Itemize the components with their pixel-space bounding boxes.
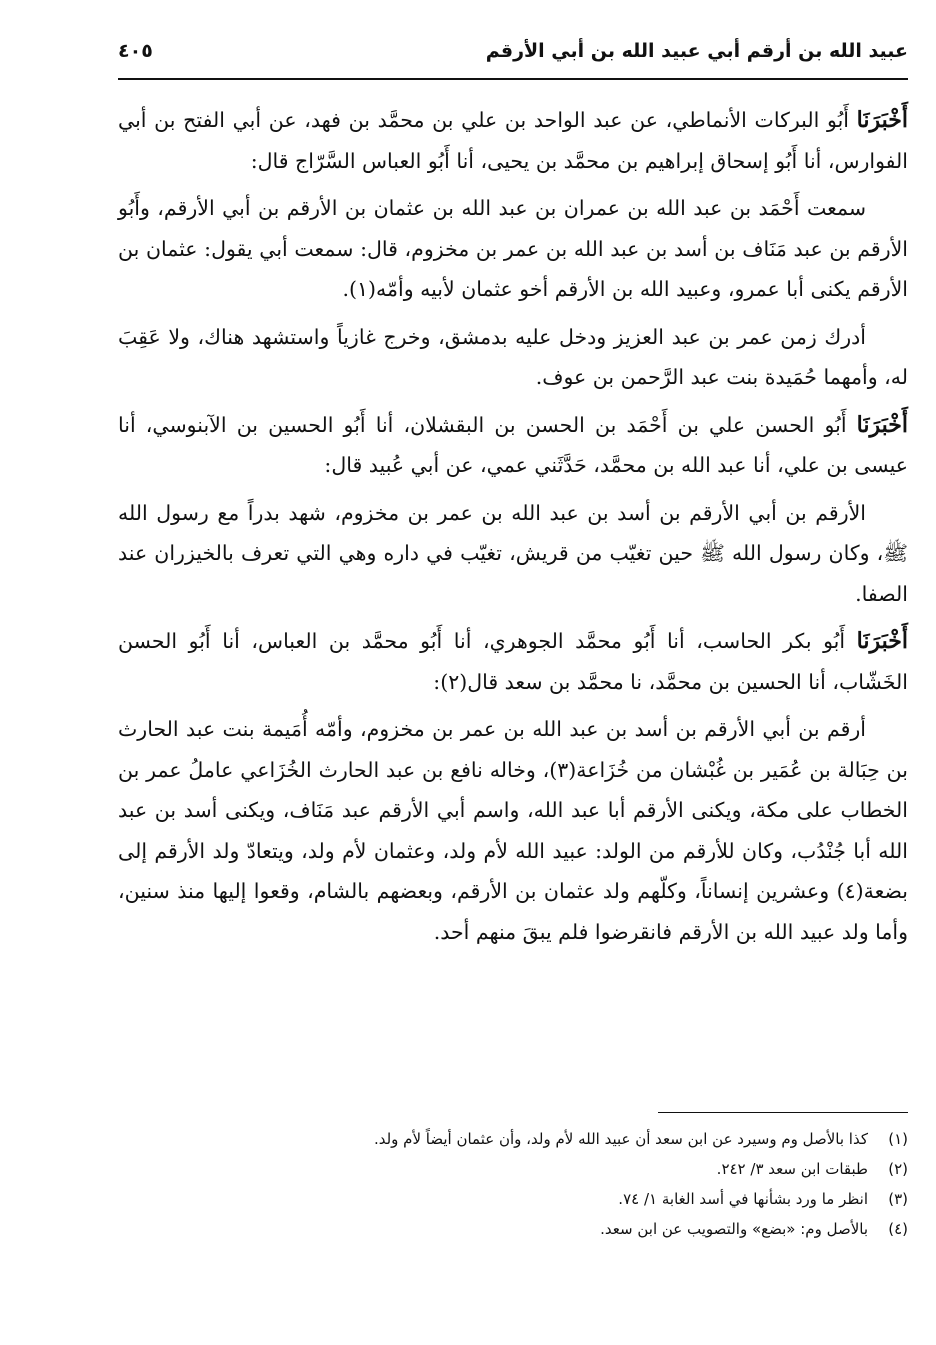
running-title: عبيد الله بن أرقم أبي عبيد الله بن أبي الأرقم xyxy=(485,40,908,62)
paragraph xyxy=(118,405,908,486)
paragraph-text: الأرقم بن أبي الأرقم بن أسد بن عبد الله بن عمر بن مخزوم، شهد بدراً مع رسول الله ﷺ، وكان رسول الله ﷺ حين تغيّب من قريش، تغيّب في داره وهي التي تعرف بالخيزران عند الصفا. xyxy=(118,500,908,606)
paragraph-text: أَبُو البركات الأنماطي، عن عبد الواحد بن علي بن محمَّد بن فهد، عن أبي الفتح بن أبي الفوارس، أنا أَبُو إسحاق إبراهيم بن محمَّد بن يحيى، أنا أَبُو العباس السَّرّاج قال: xyxy=(118,108,908,173)
chain-keyword: أَخْبَرَنَا xyxy=(856,107,908,133)
chain-keyword: أَخْبَرَنَا xyxy=(856,628,908,654)
footnote xyxy=(118,1184,908,1214)
paragraph-text: أَبُو الحسن علي بن أَحْمَد بن الحسن بن البقشلان، أنا أَبُو الحسين بن الآبنوسي، أنا عيسى بن علي، أنا عبد الله بن محمَّد، حَدَّثَني عمي، عن أبي عُبيد قال: xyxy=(118,412,908,477)
footnote xyxy=(118,1214,908,1244)
footnote-text: بالأصل وم: «بضع» والتصويب عن ابن سعد. xyxy=(600,1220,868,1238)
footnote-number: (٤) xyxy=(888,1220,908,1238)
main-text xyxy=(118,100,908,959)
paragraph xyxy=(118,188,908,310)
footnote xyxy=(118,1154,908,1184)
chain-keyword: أَخْبَرَنَا xyxy=(856,411,908,438)
paragraph-text: أَبُو بكر الحاسب، أنا أَبُو محمَّد الجوهري، أنا أَبُو محمَّد بن العباس، أنا أَبُو الحسن الخَشّاب، أنا الحسين بن محمَّد، نا محمَّد بن سعد قال(٢): xyxy=(118,629,908,694)
footnote-separator xyxy=(658,1112,908,1113)
paragraph xyxy=(118,493,908,615)
footnotes xyxy=(118,1124,908,1244)
footnote-number: (٢) xyxy=(888,1160,908,1178)
page-number: ٤٠٥ xyxy=(118,40,153,62)
paragraph-text: سمعت أَحْمَد بن عبد الله بن عمران بن عبد الله بن عثمان بن الأرقم بن أبي الأرقم، وأَبُو الأرقم بن عبد مَنَاف بن أسد بن عبد الله بن عمر بن مخزوم، قال: سمعت أبي يقول: عثمان بن الأرقم يكنى أبا عمرو، وعبيد الله بن الأرقم أخو عثمان لأبيه وأمّه(١). xyxy=(118,196,908,301)
footnote-number: (١) xyxy=(888,1130,908,1148)
paragraph xyxy=(118,621,908,702)
footnote-text: كذا بالأصل وم وسيرد عن ابن سعد أن عبيد الله لأم ولد، وأن عثمان أيضاً لأم ولد. xyxy=(373,1130,868,1148)
paragraph-text: أدرك زمن عمر بن عبد العزيز ودخل عليه بدمشق، وخرج غازياً واستشهد هناك، ولا عَقِبَ له، وأمهما حُمَيدة بنت عبد الرَّحمن بن عوف. xyxy=(118,324,908,389)
paragraph-text: أرقم بن أبي الأرقم بن أسد بن عبد الله بن عمر بن مخزوم، وأمّه أُمَيمة بنت عبد الحارث بن حِبَالة بن عُمَير بن غُبْشان من خُزَاعة(٣)، وخاله نافع بن عبد الحارث الخُزَاعي عاملُ عمر بن الخطاب على مكة، ويكنى الأرقم أبا عبد الله، واسم أبي الأرقم عبد مَنَاف، ويكنى أسد بن عبد الله أبا جُنْدُب، وكان للأرقم من الولد: عبيد الله لأم ولد، وعثمان لأم ولد، ويتعادّ ولد الأرقم إلى بضعة(٤) وعشرين إنساناً، وكلّهم ولد عثمان بن الأرقم، وبعضهم بالشام، وقعوا إليها منذ سنين، وأما ولد عبيد الله بن الأرقم فانقرضوا فلم يبقَ منهم أحد. xyxy=(118,717,908,944)
footnote-text: طبقات ابن سعد ٣/ ٢٤٢. xyxy=(716,1160,868,1178)
footnote-text: انظر ما ورد بشأنها في أسد الغابة ١/ ٧٤. xyxy=(618,1190,868,1208)
paragraph xyxy=(118,317,908,398)
paragraph xyxy=(118,100,908,181)
page-header xyxy=(118,38,908,80)
paragraph xyxy=(118,709,908,952)
footnote xyxy=(118,1124,908,1154)
footnote-number: (٣) xyxy=(888,1190,908,1208)
